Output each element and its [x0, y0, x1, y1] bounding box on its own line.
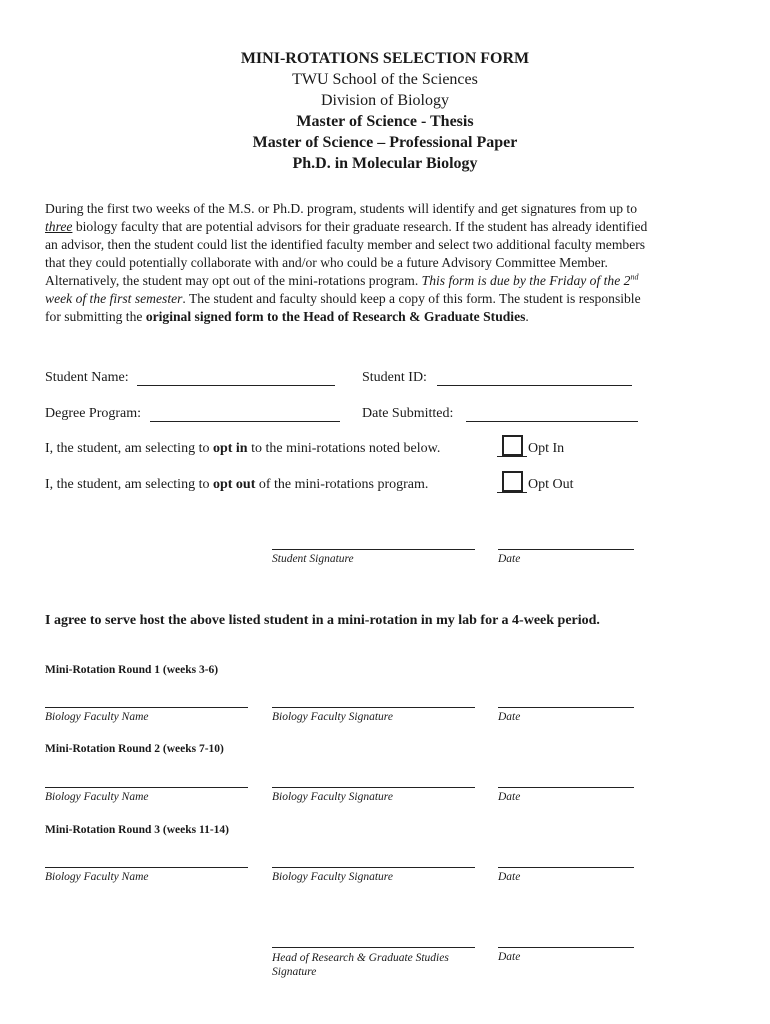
- intro-week: week of the first semester: [45, 291, 183, 306]
- student-id-label: Student ID:: [362, 370, 427, 385]
- student-signature-caption: Student Signature: [272, 553, 354, 565]
- program-phd: Ph.D. in Molecular Biology: [292, 155, 478, 172]
- program-thesis: Master of Science - Thesis: [296, 113, 474, 130]
- head-signature-caption-line-2: Signature: [272, 966, 317, 978]
- round-1-name-caption: Biology Faculty Name: [45, 711, 149, 723]
- faculty-agreement: I agree to serve host the above listed student in a mini-rotation in my lab for a 4-week period.: [45, 613, 600, 628]
- round-1-label: Mini-Rotation Round 1 (weeks 3-6): [45, 664, 219, 676]
- opt-in-post: to the mini-rotations noted below.: [247, 441, 441, 456]
- round-3-date-caption: Date: [498, 871, 521, 883]
- round-3-name-field[interactable]: [45, 867, 248, 868]
- round-1-date-field[interactable]: [498, 707, 634, 708]
- head-signature-field[interactable]: [272, 947, 475, 948]
- intro-line-6-rest: . The student and faculty should keep a copy of this form. The student is responsible: [182, 291, 641, 306]
- opt-in-underline: [497, 456, 527, 457]
- opt-in-statement: [45, 441, 440, 457]
- student-name-field[interactable]: [137, 385, 335, 386]
- round-2-signature-field[interactable]: [272, 787, 475, 788]
- round-2-label: Mini-Rotation Round 2 (weeks 7-10): [45, 743, 224, 755]
- round-1-name-field[interactable]: [45, 707, 248, 708]
- head-signature-caption-line-1: Head of Research & Graduate Studies: [272, 952, 449, 964]
- date-submitted-field[interactable]: [466, 421, 638, 422]
- opt-in-pre: I, the student, am selecting to: [45, 441, 213, 456]
- intro-original-form: original signed form to the Head of Research & Graduate Studies: [145, 309, 526, 324]
- round-1-signature-field[interactable]: [272, 707, 475, 708]
- degree-program-field[interactable]: [150, 421, 340, 422]
- round-3-date-field[interactable]: [498, 867, 634, 868]
- opt-out-statement: [45, 477, 428, 493]
- opt-out-pre: I, the student, am selecting to: [45, 477, 213, 492]
- round-1-date-caption: Date: [498, 711, 521, 723]
- intro-line-2: [45, 218, 725, 236]
- intro-due-sup: nd: [630, 272, 639, 282]
- intro-line-7-end: .: [525, 309, 529, 324]
- program-professional-paper: Master of Science – Professional Paper: [252, 134, 518, 151]
- form-title: MINI-ROTATIONS SELECTION FORM: [240, 50, 530, 67]
- round-2-date-caption: Date: [498, 791, 521, 803]
- opt-out-checkbox[interactable]: [502, 471, 523, 492]
- round-3-signature-field[interactable]: [272, 867, 475, 868]
- head-date-caption: Date: [498, 951, 521, 963]
- student-date-field[interactable]: [498, 549, 634, 550]
- round-3-signature-caption: Biology Faculty Signature: [272, 871, 393, 883]
- round-1-signature-caption: Biology Faculty Signature: [272, 711, 393, 723]
- division-name: Division of Biology: [320, 92, 449, 109]
- opt-out-label: Opt Out: [528, 477, 574, 492]
- student-date-caption: Date: [498, 553, 521, 565]
- intro-three: three: [45, 219, 73, 234]
- intro-line-3: an advisor, then the student could list the identified faculty member and select two additional faculty members: [45, 237, 646, 252]
- intro-line-6: [45, 290, 725, 308]
- intro-due-date: This form is due by the Friday of the 2: [421, 273, 631, 288]
- head-date-field[interactable]: [498, 947, 634, 948]
- school-name: TWU School of the Sciences: [292, 71, 478, 88]
- intro-paragraph: [45, 200, 725, 326]
- intro-line-5-start: Alternatively, the student may opt out of the mini-rotations program.: [45, 273, 422, 288]
- intro-line-5: [45, 272, 725, 290]
- intro-line-1: During the first two weeks of the M.S. or Ph.D. program, students will identify and get signatures from up to: [45, 201, 637, 216]
- round-2-signature-caption: Biology Faculty Signature: [272, 791, 393, 803]
- opt-in-bold: opt in: [212, 441, 248, 456]
- opt-in-checkbox[interactable]: [502, 435, 523, 456]
- round-2-date-field[interactable]: [498, 787, 634, 788]
- student-id-field[interactable]: [437, 385, 632, 386]
- intro-line-7-start: for submitting the: [45, 309, 146, 324]
- opt-out-underline: [497, 492, 527, 493]
- degree-program-label: Degree Program:: [45, 406, 142, 421]
- opt-out-bold: opt out: [212, 477, 256, 492]
- student-name-label: Student Name:: [45, 370, 129, 385]
- intro-line-4: that they could potentially collaborate with and/or who could be a future Advisory Committee Member.: [45, 255, 608, 270]
- round-3-name-caption: Biology Faculty Name: [45, 871, 149, 883]
- round-2-name-field[interactable]: [45, 787, 248, 788]
- date-submitted-label: Date Submitted:: [362, 406, 454, 421]
- opt-out-post: of the mini-rotations program.: [255, 477, 429, 492]
- student-signature-field[interactable]: [272, 549, 475, 550]
- opt-in-label: Opt In: [528, 441, 565, 456]
- round-3-label: Mini-Rotation Round 3 (weeks 11-14): [45, 824, 230, 836]
- intro-line-2-rest: biology faculty that are potential advisors for their graduate research. If the student has already identified: [72, 219, 648, 234]
- round-2-name-caption: Biology Faculty Name: [45, 791, 149, 803]
- head-signature-caption: [272, 951, 449, 979]
- intro-line-7: [45, 308, 725, 326]
